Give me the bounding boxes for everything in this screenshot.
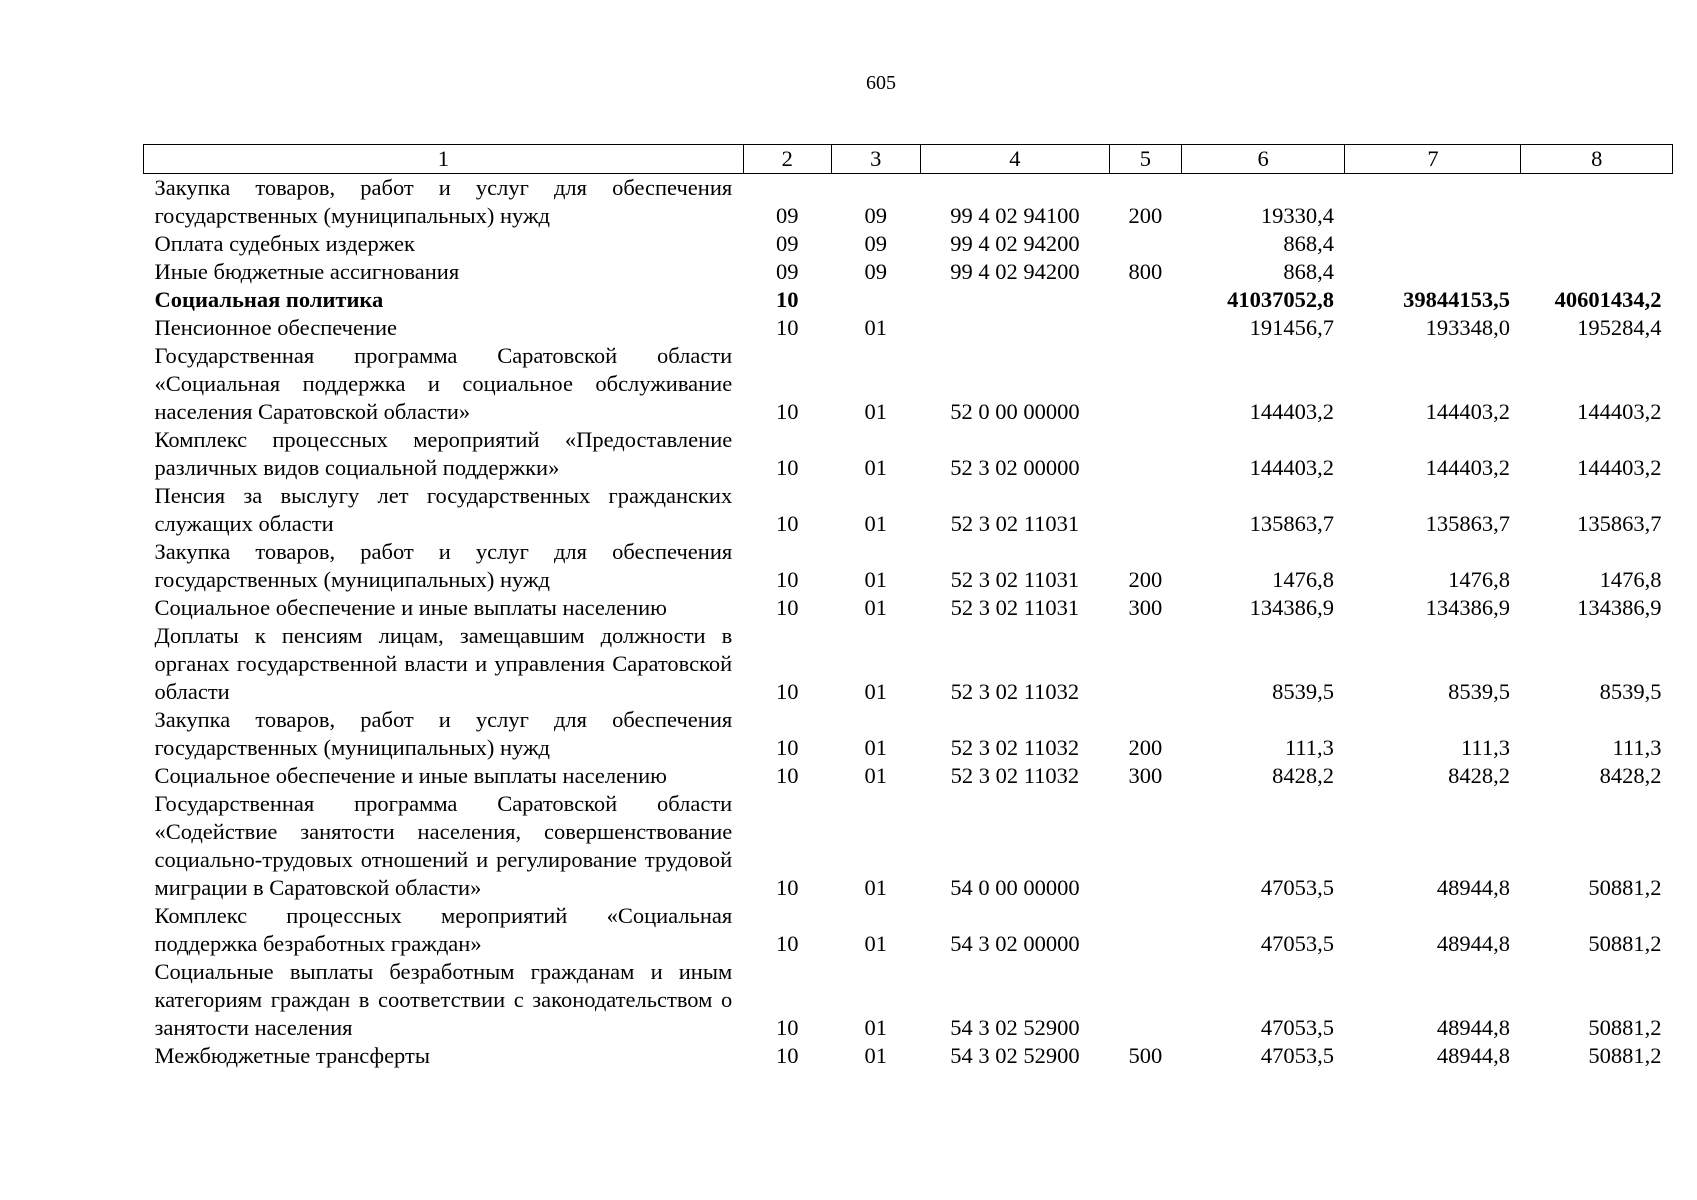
row-amount-col6: 144403,2 — [1249, 455, 1334, 480]
row-amount-col6: 8428,2 — [1272, 763, 1334, 788]
table-row — [144, 762, 1673, 790]
row-amount-col8: 50881,2 — [1588, 931, 1662, 956]
row-subsection: 09 — [864, 259, 887, 284]
table-row — [144, 174, 1673, 231]
row-amount-col8 — [1521, 258, 1673, 286]
header-col-6: 6 — [1181, 145, 1345, 174]
table-row — [144, 426, 1673, 482]
row-amount-col6: 47053,5 — [1260, 875, 1334, 900]
row-subsection: 09 — [864, 231, 887, 256]
row-amount-col6: 47053,5 — [1260, 931, 1334, 956]
row-target-article: 52 3 02 11032 — [950, 763, 1080, 788]
header-col-1: 1 — [144, 145, 744, 174]
row-expense-type — [1110, 314, 1182, 342]
row-name: Пенсионное обеспечение — [154, 315, 398, 340]
row-section: 10 — [775, 511, 799, 536]
row-subsection: 01 — [864, 399, 887, 424]
row-name: Закупка товаров, работ и услуг для обеспечения государственных (муниципальных) нужд — [154, 707, 733, 760]
row-subsection: 01 — [864, 1015, 887, 1040]
row-name: Закупка товаров, работ и услуг для обеспечения государственных (муниципальных) нужд — [154, 175, 733, 228]
table-row — [144, 790, 1673, 902]
table-row — [144, 482, 1673, 538]
row-target-article: 52 3 02 11031 — [950, 567, 1080, 592]
row-expense-type: 800 — [1128, 259, 1163, 284]
row-amount-col7 — [1345, 174, 1521, 231]
row-expense-type — [1110, 286, 1182, 314]
row-subsection — [831, 286, 920, 314]
table-row — [144, 230, 1673, 258]
row-name: Закупка товаров, работ и услуг для обеспечения государственных (муниципальных) нужд — [154, 539, 733, 592]
header-col-4: 4 — [920, 145, 1109, 174]
row-subsection: 09 — [864, 203, 887, 228]
row-amount-col8: 134386,9 — [1577, 595, 1662, 620]
table-row — [144, 1042, 1673, 1070]
row-target-article: 52 3 02 00000 — [950, 455, 1080, 480]
row-name: Социальная политика — [154, 287, 384, 312]
row-name: Социальное обеспечение и иные выплаты населению — [154, 595, 667, 620]
row-name: Межбюджетные трансферты — [154, 1043, 430, 1068]
row-section: 10 — [775, 595, 799, 620]
row-amount-col7: 144403,2 — [1425, 399, 1510, 424]
row-amount-col8: 144403,2 — [1577, 455, 1662, 480]
row-expense-type — [1110, 482, 1182, 538]
row-expense-type: 500 — [1128, 1043, 1163, 1068]
row-expense-type: 200 — [1128, 735, 1163, 760]
row-amount-col6: 191456,7 — [1249, 315, 1334, 340]
row-section: 10 — [775, 679, 799, 704]
row-section: 10 — [775, 875, 799, 900]
row-target-article: 52 3 02 11031 — [950, 595, 1080, 620]
row-amount-col7: 8428,2 — [1448, 763, 1510, 788]
row-section: 10 — [775, 763, 799, 788]
table-row — [144, 314, 1673, 342]
budget-table — [143, 144, 1673, 1070]
table-row — [144, 286, 1673, 314]
row-amount-col7: 1476,8 — [1448, 567, 1510, 592]
row-amount-col7: 135863,7 — [1425, 511, 1510, 536]
row-amount-col8: 135863,7 — [1577, 511, 1662, 536]
row-target-article: 99 4 02 94100 — [950, 203, 1080, 228]
row-subsection: 01 — [864, 735, 887, 760]
row-section: 10 — [775, 399, 799, 424]
row-subsection: 01 — [864, 511, 887, 536]
row-name: Комплекс процессных мероприятий «Социальная поддержка безработных граждан» — [154, 903, 733, 956]
row-name: Социальные выплаты безработным гражданам и иным категориям граждан в соответствии с законодательством о занятости населения — [154, 959, 733, 1040]
row-amount-col6: 144403,2 — [1249, 399, 1334, 424]
row-name: Комплекс процессных мероприятий «Предоставление различных видов социальной поддержки» — [154, 427, 733, 480]
row-name: Социальное обеспечение и иные выплаты населению — [154, 763, 667, 788]
row-target-article — [920, 314, 1109, 342]
row-expense-type — [1110, 622, 1182, 706]
row-name: Оплата судебных издержек — [154, 231, 415, 256]
row-target-article: 54 3 02 52900 — [950, 1043, 1080, 1068]
row-amount-col7: 111,3 — [1460, 735, 1510, 760]
row-target-article: 52 3 02 11031 — [950, 511, 1080, 536]
row-amount-col8: 40601434,2 — [1554, 287, 1662, 312]
row-expense-type — [1110, 342, 1182, 426]
row-subsection: 01 — [864, 1043, 887, 1068]
row-amount-col8: 8428,2 — [1599, 763, 1662, 788]
table-row — [144, 902, 1673, 958]
row-subsection: 01 — [864, 455, 887, 480]
row-amount-col7: 48944,8 — [1436, 931, 1510, 956]
row-name: Государственная программа Саратовской области «Социальная поддержка и социальное обслуживание населения Саратовской области» — [154, 343, 733, 424]
row-amount-col7: 144403,2 — [1425, 455, 1510, 480]
row-amount-col7 — [1345, 230, 1521, 258]
header-col-7: 7 — [1345, 145, 1521, 174]
row-subsection: 01 — [864, 679, 887, 704]
row-amount-col7: 48944,8 — [1436, 1015, 1510, 1040]
row-amount-col8: 50881,2 — [1588, 875, 1662, 900]
row-target-article: 99 4 02 94200 — [950, 231, 1080, 256]
row-amount-col6: 1476,8 — [1272, 567, 1334, 592]
row-name: Доплаты к пенсиям лицам, замещавшим должности в органах государственной власти и управления Саратовской области — [154, 623, 733, 704]
row-expense-type: 200 — [1128, 203, 1163, 228]
table-row — [144, 258, 1673, 286]
row-amount-col7: 48944,8 — [1436, 875, 1510, 900]
row-amount-col8: 144403,2 — [1577, 399, 1662, 424]
table-row — [144, 538, 1673, 594]
row-name: Государственная программа Саратовской области «Содействие занятости населения, совершенствование социально-трудовых отношений и регулирование трудовой миграции в Саратовской области» — [154, 791, 733, 900]
row-amount-col7: 134386,9 — [1425, 595, 1510, 620]
row-section: 10 — [775, 567, 799, 592]
row-expense-type: 200 — [1128, 567, 1163, 592]
header-col-3: 3 — [831, 145, 920, 174]
row-expense-type: 300 — [1128, 763, 1163, 788]
row-section: 10 — [775, 315, 799, 340]
row-section: 10 — [775, 455, 799, 480]
row-target-article: 54 0 00 00000 — [950, 875, 1080, 900]
row-amount-col7: 39844153,5 — [1403, 287, 1510, 312]
row-amount-col8: 195284,4 — [1577, 315, 1662, 340]
row-amount-col8 — [1521, 230, 1673, 258]
row-amount-col6: 868,4 — [1283, 231, 1334, 256]
row-amount-col6: 8539,5 — [1272, 679, 1334, 704]
row-target-article: 52 3 02 11032 — [950, 735, 1080, 760]
row-amount-col6: 111,3 — [1284, 735, 1334, 760]
row-expense-type — [1110, 230, 1182, 258]
row-amount-col7: 48944,8 — [1436, 1043, 1510, 1068]
page-number: 605 — [866, 72, 896, 94]
row-section: 10 — [775, 931, 799, 956]
table-row — [144, 622, 1673, 706]
row-expense-type — [1110, 426, 1182, 482]
table-header — [144, 145, 1673, 174]
row-section: 09 — [775, 259, 799, 284]
row-amount-col8: 50881,2 — [1588, 1015, 1662, 1040]
table-row — [144, 706, 1673, 762]
row-expense-type: 300 — [1128, 595, 1163, 620]
row-amount-col8: 8539,5 — [1599, 679, 1662, 704]
row-expense-type — [1110, 790, 1182, 902]
row-amount-col8: 50881,2 — [1588, 1043, 1662, 1068]
row-expense-type — [1110, 958, 1182, 1042]
row-target-article: 52 3 02 11032 — [950, 679, 1080, 704]
row-amount-col6: 41037052,8 — [1227, 287, 1334, 312]
row-section: 09 — [775, 231, 799, 256]
table-row — [144, 594, 1673, 622]
row-amount-col6: 47053,5 — [1260, 1043, 1334, 1068]
row-subsection: 01 — [864, 567, 887, 592]
row-section: 10 — [775, 1043, 799, 1068]
row-target-article: 99 4 02 94200 — [950, 259, 1080, 284]
row-target-article: 52 0 00 00000 — [950, 399, 1080, 424]
header-row — [144, 145, 1673, 174]
table-row — [144, 958, 1673, 1042]
table-row — [144, 342, 1673, 426]
header-col-8: 8 — [1521, 145, 1673, 174]
row-amount-col7: 193348,0 — [1425, 315, 1510, 340]
row-amount-col7 — [1345, 258, 1521, 286]
row-subsection: 01 — [864, 931, 887, 956]
row-amount-col6: 135863,7 — [1249, 511, 1334, 536]
row-amount-col8: 1476,8 — [1599, 567, 1662, 592]
row-subsection: 01 — [864, 875, 887, 900]
header-col-2: 2 — [743, 145, 831, 174]
row-subsection: 01 — [864, 595, 887, 620]
row-section: 10 — [775, 1015, 799, 1040]
row-amount-col7: 8539,5 — [1448, 679, 1510, 704]
row-target-article: 54 3 02 00000 — [950, 931, 1080, 956]
row-amount-col6: 868,4 — [1283, 259, 1334, 284]
header-col-5: 5 — [1110, 145, 1182, 174]
row-amount-col8 — [1521, 174, 1673, 231]
row-section: 09 — [775, 203, 799, 228]
row-amount-col6: 19330,4 — [1260, 203, 1334, 228]
table-body — [144, 174, 1673, 1071]
row-target-article: 54 3 02 52900 — [950, 1015, 1080, 1040]
row-name: Пенсия за выслугу лет государственных гражданских служащих области — [154, 483, 733, 536]
row-expense-type — [1110, 902, 1182, 958]
row-section: 10 — [775, 735, 799, 760]
row-amount-col6: 134386,9 — [1249, 595, 1334, 620]
row-subsection: 01 — [864, 763, 887, 788]
row-section: 10 — [775, 287, 799, 312]
row-amount-col8: 111,3 — [1612, 735, 1662, 760]
row-target-article — [920, 286, 1109, 314]
row-name: Иные бюджетные ассигнования — [154, 259, 460, 284]
row-amount-col6: 47053,5 — [1260, 1015, 1334, 1040]
row-subsection: 01 — [864, 315, 887, 340]
